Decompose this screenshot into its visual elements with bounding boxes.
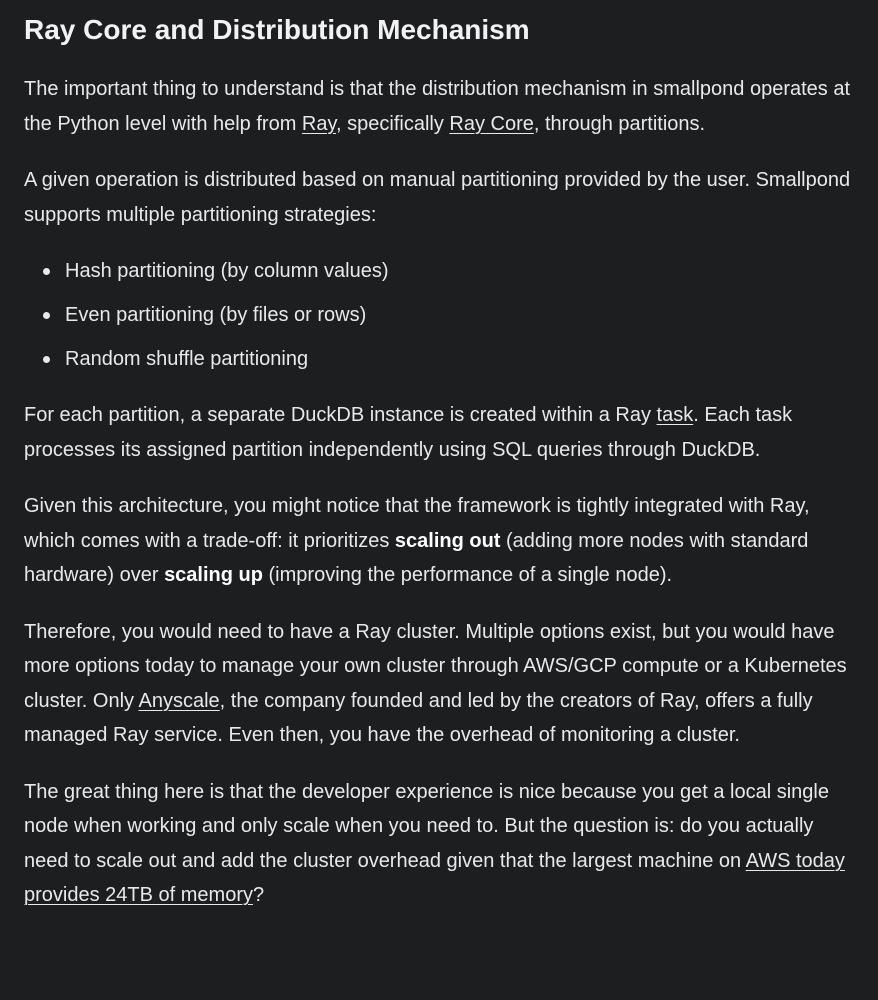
paragraph-text: Given this architecture, you might notice that the framework is tightly integrated with Ray, which comes with a trade-off: it prioritizes [24,495,810,552]
link-ray[interactable]: Ray [301,112,337,135]
list-item-even-partitioning: Even partitioning (by files or rows) [65,298,854,332]
section-heading: Ray Core and Distribution Mechanism [24,14,530,45]
partitioning-strategies-list [24,254,854,376]
bold-scaling-up: scaling up [164,564,263,586]
paragraph-text: ? [252,884,265,906]
paragraph-duckdb-instances [24,398,854,467]
paragraph-distribution-intro [24,72,854,141]
link-ray-task[interactable]: task [656,404,694,426]
paragraph-ray-cluster [24,615,854,753]
paragraph-text: (improving the performance of a single node). [262,564,673,586]
paragraph-developer-experience [24,775,854,913]
paragraph-text: The important thing to understand is that the distribution mechanism in smallpond operates at the Python level with help from [24,78,851,135]
paragraph-text: , specifically [336,112,450,135]
paragraph-text: Therefore, you would need to have a Ray cluster. Multiple options exist, but you would have more options today to manage your own cluster through AWS/GCP compute or a Kubernetes cluster. Only [24,620,847,712]
paragraph-text: , the company founded and led by the creators of Ray, offers a fully managed Ray service. Even then, you have the overhead of monitoring a cluster. [24,689,813,746]
paragraph-partitioning: A given operation is distributed based on manual partitioning provided by the user. Smallpond supports multiple partitioning strategies: [24,169,851,226]
paragraph-text: (adding more nodes with standard hardware) over [24,529,809,586]
link-ray-core[interactable]: Ray Core [449,112,534,135]
paragraph-text: The great thing here is that the developer experience is nice because you get a local single node when working and only scale when you need to. But the question is: do you actually need to scale out and add the cluster overhead given that the largest machine on [24,780,829,872]
link-anyscale[interactable]: Anyscale [138,689,220,712]
list-item-random-shuffle: Random shuffle partitioning [65,342,854,376]
paragraph-text: , through partitions. [533,112,706,135]
paragraph-text: For each partition, a separate DuckDB instance is created within a Ray [24,404,657,426]
bold-scaling-out: scaling out [394,529,501,552]
list-item-hash-partitioning: Hash partitioning (by column values) [65,254,854,288]
paragraph-text: . Each task processes its assigned partition independently using SQL queries through DuckDB. [24,404,793,461]
paragraph-trade-off [24,489,854,593]
link-aws-24tb-memory[interactable]: AWS today provides 24TB of memory [24,849,845,906]
